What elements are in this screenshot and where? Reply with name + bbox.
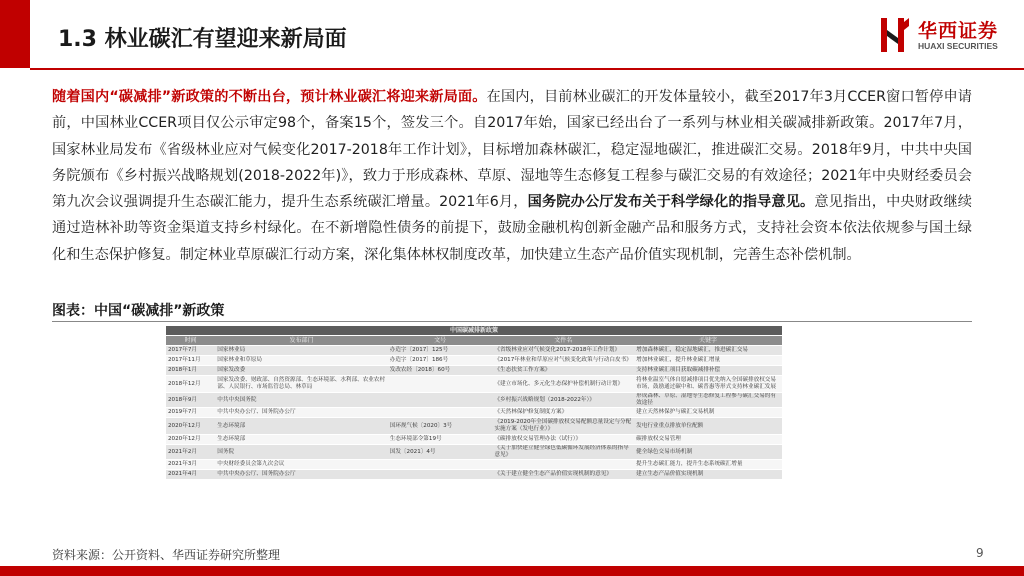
page-number: 9 <box>976 546 984 560</box>
table-cell: 国务院 <box>215 445 387 460</box>
table-cell: 《碳排放权交易管理办法（试行）》 <box>492 435 634 445</box>
table-header-cell: 文件名 <box>492 336 634 346</box>
table-cell: 形成森林、草原、湿地等生态修复工程参与碳汇交易的有效途径 <box>634 393 782 408</box>
table-cell <box>492 460 634 470</box>
company-logo <box>880 16 1020 56</box>
table-cell: 国家发改委、财政部、自然资源部、生态环境部、水利部、农业农村部、人民银行、市场监管总局、林草局 <box>215 376 387 393</box>
table-row <box>166 460 782 470</box>
table-cell: 国家林业和草原局 <box>215 356 387 366</box>
table-header-cell: 文号 <box>388 336 493 346</box>
table-cell: 2018年9月 <box>166 393 215 408</box>
table-cell <box>388 376 493 393</box>
table-cell: 健全绿色交易市场机制 <box>634 445 782 460</box>
table-cell: 2021年4月 <box>166 470 215 480</box>
table-header-cell: 关键字 <box>634 336 782 346</box>
table-header-cell: 时间 <box>166 336 215 346</box>
table-row <box>166 445 782 460</box>
table-cell: 2018年1月 <box>166 366 215 376</box>
table-row <box>166 376 782 393</box>
table-cell: 《关于建立健全生态产品价值实现机制的意见》 <box>492 470 634 480</box>
table-cell: 国发〔2021〕4号 <box>388 445 493 460</box>
title-divider <box>30 68 1024 70</box>
source-note: 资料来源：公开资料、华西证券研究所整理 <box>52 548 281 562</box>
table-cell: 中央财经委员会第九次会议 <box>215 460 387 470</box>
figure-title: 图表：中国“碳减排”新政策 <box>52 303 225 319</box>
table-cell: 生态环境部 <box>215 435 387 445</box>
table-cell: 发电行业重点排放单位配额 <box>634 418 782 435</box>
table-cell: 2021年3月 <box>166 460 215 470</box>
table-row <box>166 408 782 418</box>
table-cell: 提升生态碳汇能力，提升生态系统碳汇增量 <box>634 460 782 470</box>
table-cell: 2017年7月 <box>166 346 215 356</box>
lead-sentence: 随着国内“碳减排”新政策的不断出台，预计林业碳汇将迎来新局面。 <box>52 89 487 105</box>
table-cell: 办造字〔2017〕125号 <box>388 346 493 356</box>
table-cell: 生态环境部令第19号 <box>388 435 493 445</box>
table-cell: 国家林业局 <box>215 346 387 356</box>
table-cell: 《省级林业应对气候变化2017-2018年工作计划》 <box>492 346 634 356</box>
table-cell <box>388 408 493 418</box>
logo-text-en: HUAXI SECURITIES <box>918 41 998 51</box>
table-cell: 《生态扶贫工作方案》 <box>492 366 634 376</box>
table-cell: 2019年7月 <box>166 408 215 418</box>
table-cell: 将林业温室气体自愿减排项目优先纳入全国碳排放权交易市场，鼓励通过碳中和、碳普惠等形式支持林业碳汇发展 <box>634 376 782 393</box>
table-cell: 2020年12月 <box>166 418 215 435</box>
table-row <box>166 470 782 480</box>
table-header-cell: 发布部门 <box>215 336 387 346</box>
table-cell: 国环规气候〔2020〕3号 <box>388 418 493 435</box>
table-cell: 国家发改委 <box>215 366 387 376</box>
table-cell: 增加森林碳汇，稳定湿地碳汇，推进碳汇交易 <box>634 346 782 356</box>
table-cell <box>388 470 493 480</box>
body-text-1: 在国内，目前林业碳汇的开发体量较小，截至2017年3月CCER窗口暂停申请前，中国林业CCER项目仅公示审定98个，备案15个，签发三个。自2017年始，国家已经出台了一系列与林业相关碳减排新政策。2017年7月，国家林业局发布《省级林业应对气候变化2017-2018年工作计划》，目标增加森林碳汇，稳定湿地碳汇，推进碳汇交易。2018年9月，中共中央国务院颁布《乡村振兴战略规划(2018-2022年)》，致力于形成森林、草原、湿地等生态修复工程参与碳汇交易的有效途径；2021年中央财经委员会第九次会议强调提升生态碳汇能力，提升生态系统碳汇增量。2021年6月， <box>52 89 972 211</box>
table-cell: 支持林业碳汇项目获取碳减排补偿 <box>634 366 782 376</box>
table-cell: 《关于加快建立健全绿色低碳循环发展经济体系的指导意见》 <box>492 445 634 460</box>
table-cell: 2020年12月 <box>166 435 215 445</box>
table-row <box>166 346 782 356</box>
figure-divider <box>52 321 972 322</box>
table-cell: 2021年2月 <box>166 445 215 460</box>
table-row <box>166 393 782 408</box>
title-accent-bar <box>0 0 30 68</box>
table-row <box>166 435 782 445</box>
table-cell: 碳排放权交易管理 <box>634 435 782 445</box>
body-text-2: 意见指出，中央财政继续通过造林补助等资金渠道支持乡村绿化。在不新增隐性债务的前提下，鼓励金融机构创新金融产品和服务方式，支持社会资本依法依规参与国土绿化和生态保护修复。制定林业草原碳汇行动方案，深化集体林权制度改革，加快建立生态产品价值实现机制，完善生态补偿机制。 <box>52 194 972 263</box>
table-cell: 增加林业碳汇，提升林业碳汇增量 <box>634 356 782 366</box>
table-cell: 中共中央办公厅、国务院办公厅 <box>215 408 387 418</box>
table-row <box>166 356 782 366</box>
table-cell: 《天然林保护修复制度方案》 <box>492 408 634 418</box>
table-cell: 《2019-2020年全国碳排放权交易配额总量设定与分配实施方案（发电行业）》 <box>492 418 634 435</box>
footer-bar <box>0 566 1024 576</box>
policy-table <box>166 326 782 480</box>
body-bold-text: 国务院办公厅发布关于科学绿化的指导意见。 <box>527 194 815 211</box>
table-cell: 《乡村振兴战略规划（2018-2022年）》 <box>492 393 634 408</box>
huaxi-logo-icon <box>880 18 910 52</box>
table-cell: 发改农经〔2018〕60号 <box>388 366 493 376</box>
table-cell: 办造字〔2017〕186号 <box>388 356 493 366</box>
table-cell <box>388 460 493 470</box>
table-cell: 中共中央国务院 <box>215 393 387 408</box>
table-cell: 建立生态产品价值实现机制 <box>634 470 782 480</box>
table-caption: 中国碳减排新政策 <box>166 326 782 336</box>
table-cell: 生态环境部 <box>215 418 387 435</box>
table-cell: 建立天然林保护与碳汇交易机制 <box>634 408 782 418</box>
table-cell: 2018年12月 <box>166 376 215 393</box>
page-title: 1.3 林业碳汇有望迎来新局面 <box>58 27 347 52</box>
table-cell <box>388 393 493 408</box>
table-cell: 《建立市场化、多元化生态保护补偿机制行动计划》 <box>492 376 634 393</box>
logo-text-cn: 华西证券 <box>918 20 999 42</box>
table-cell: 2017年11月 <box>166 356 215 366</box>
table-cell: 《2017年林业和草原应对气候变化政策与行动白皮书》 <box>492 356 634 366</box>
body-paragraph <box>52 84 972 268</box>
table-row <box>166 418 782 435</box>
table-cell: 中共中央办公厅、国务院办公厅 <box>215 470 387 480</box>
policy-table-figure <box>166 326 782 536</box>
table-row <box>166 366 782 376</box>
